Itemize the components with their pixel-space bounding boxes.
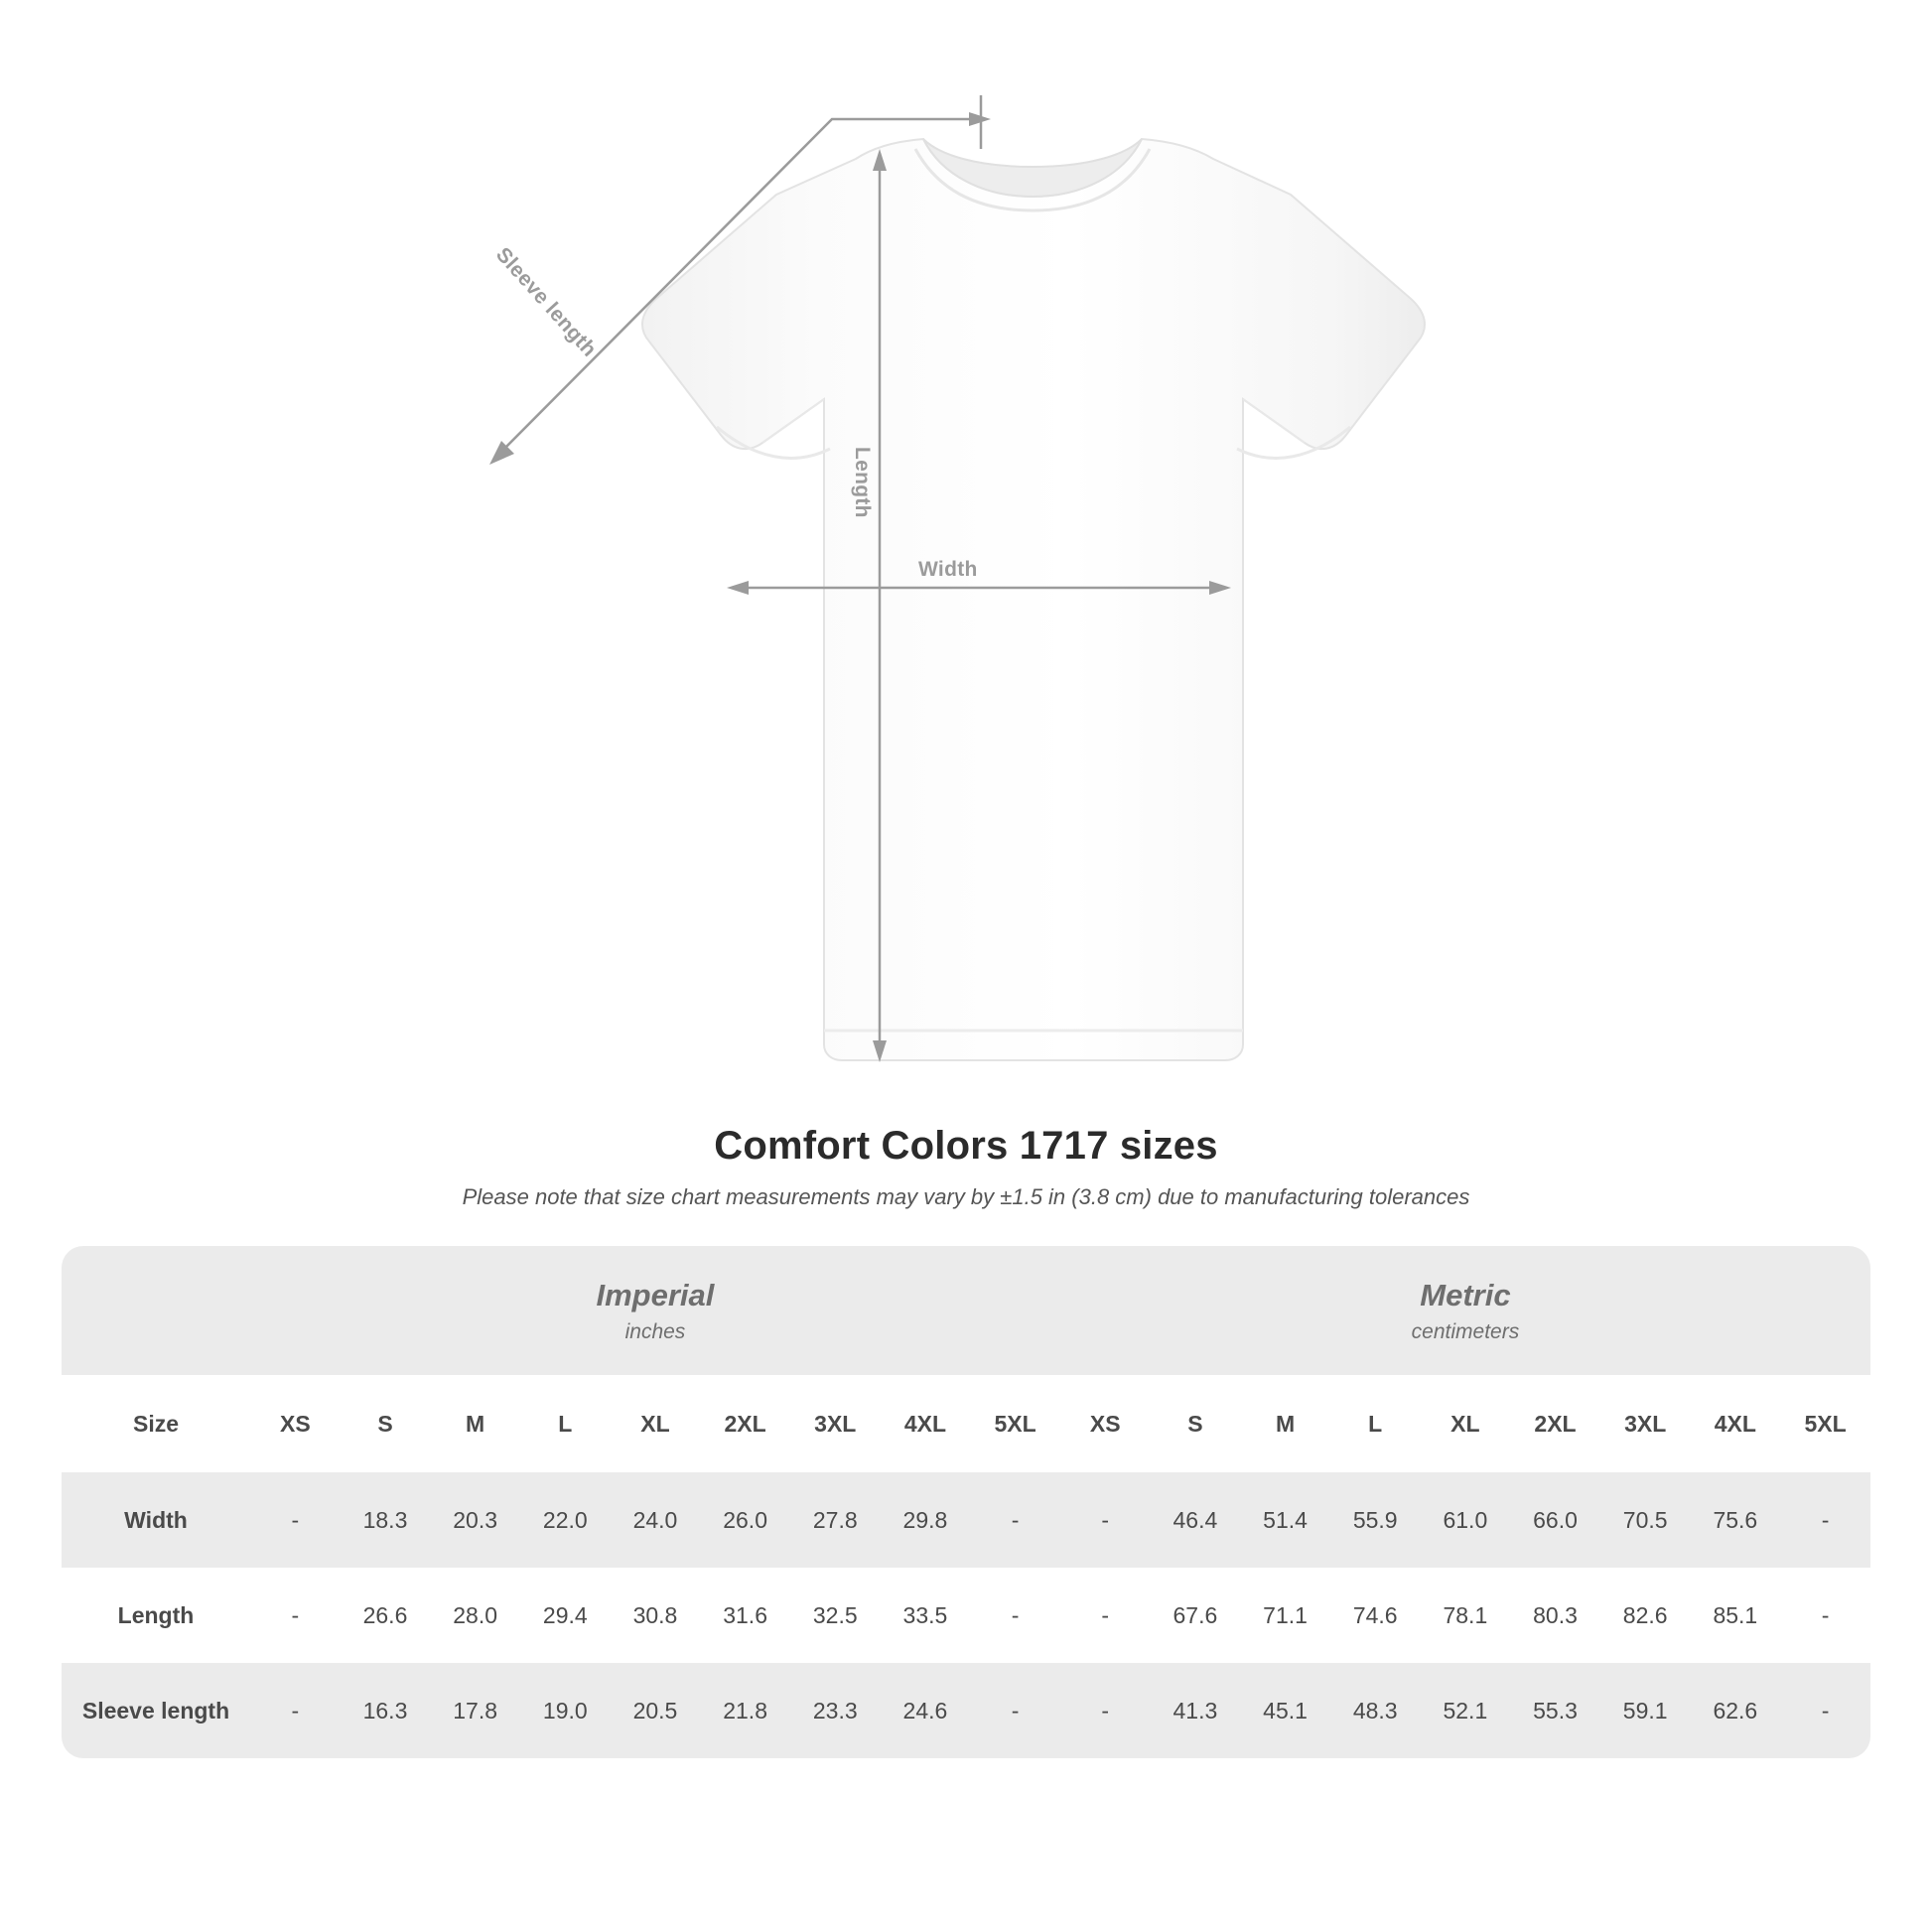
header-imperial-5xl: 5XL: [970, 1375, 1060, 1472]
cell-width-imperial-xl: 24.0: [611, 1472, 701, 1568]
unit-name-metric: Metric: [1420, 1277, 1511, 1312]
cell-length-imperial-5xl: -: [970, 1568, 1060, 1663]
cell-sleeve-imperial-l: 19.0: [520, 1663, 611, 1758]
cell-sleeve-imperial-m: 17.8: [430, 1663, 520, 1758]
header-metric-l: L: [1330, 1375, 1421, 1472]
cell-length-imperial-3xl: 32.5: [790, 1568, 881, 1663]
cell-length-metric-4xl: 85.1: [1691, 1568, 1781, 1663]
page-title: Comfort Colors 1717 sizes: [714, 1124, 1218, 1168]
cell-sleeve-metric-4xl: 62.6: [1691, 1663, 1781, 1758]
header-imperial-xs: XS: [250, 1375, 341, 1472]
cell-length-metric-l: 74.6: [1330, 1568, 1421, 1663]
cell-sleeve-metric-l: 48.3: [1330, 1663, 1421, 1758]
row-label-width: Width: [62, 1472, 250, 1568]
cell-width-imperial-2xl: 26.0: [700, 1472, 790, 1568]
width-arrow-left: [727, 581, 749, 595]
size-table: [62, 1246, 1870, 1758]
cell-length-imperial-m: 28.0: [430, 1568, 520, 1663]
cell-width-metric-2xl: 66.0: [1510, 1472, 1600, 1568]
cell-sleeve-metric-3xl: 59.1: [1600, 1663, 1691, 1758]
cell-length-imperial-l: 29.4: [520, 1568, 611, 1663]
cell-length-metric-m: 71.1: [1240, 1568, 1330, 1663]
title-block: [0, 1124, 1932, 1210]
header-imperial-2xl: 2XL: [700, 1375, 790, 1472]
size-header-row: [62, 1375, 1870, 1472]
unit-header-metric: [1060, 1246, 1870, 1375]
table-row: [62, 1663, 1870, 1758]
header-metric-m: M: [1240, 1375, 1330, 1472]
row-label-sleeve-length: Sleeve length: [62, 1663, 250, 1758]
header-metric-4xl: 4XL: [1691, 1375, 1781, 1472]
unit-header-imperial: [250, 1246, 1060, 1375]
unit-name-imperial: Imperial: [596, 1277, 715, 1312]
cell-width-metric-3xl: 70.5: [1600, 1472, 1691, 1568]
table-row: [62, 1472, 1870, 1568]
header-imperial-s: S: [341, 1375, 431, 1472]
cell-width-imperial-l: 22.0: [520, 1472, 611, 1568]
tolerance-note: Please note that size chart measurements may vary by ±1.5 in (3.8 cm) due to manufacturing tolerances: [462, 1184, 1470, 1209]
cell-length-imperial-2xl: 31.6: [700, 1568, 790, 1663]
cell-length-metric-xl: 78.1: [1421, 1568, 1511, 1663]
cell-sleeve-imperial-3xl: 23.3: [790, 1663, 881, 1758]
cell-length-imperial-xl: 30.8: [611, 1568, 701, 1663]
cell-width-metric-s: 46.4: [1151, 1472, 1241, 1568]
header-size: Size: [62, 1375, 250, 1472]
header-imperial-3xl: 3XL: [790, 1375, 881, 1472]
cell-length-metric-3xl: 82.6: [1600, 1568, 1691, 1663]
header-metric-5xl: 5XL: [1780, 1375, 1870, 1472]
cell-width-imperial-m: 20.3: [430, 1472, 520, 1568]
cell-width-imperial-s: 18.3: [341, 1472, 431, 1568]
cell-width-imperial-4xl: 29.8: [881, 1472, 971, 1568]
cell-length-metric-xs: -: [1060, 1568, 1151, 1663]
unit-sub-imperial: inches: [624, 1319, 686, 1343]
cell-length-metric-2xl: 80.3: [1510, 1568, 1600, 1663]
header-imperial-xl: XL: [611, 1375, 701, 1472]
cell-width-imperial-3xl: 27.8: [790, 1472, 881, 1568]
cell-length-imperial-xs: -: [250, 1568, 341, 1663]
cell-sleeve-imperial-2xl: 21.8: [700, 1663, 790, 1758]
size-table-wrapper: [62, 1246, 1870, 1758]
cell-width-metric-xs: -: [1060, 1472, 1151, 1568]
cell-length-imperial-4xl: 33.5: [881, 1568, 971, 1663]
row-label-length: Length: [62, 1568, 250, 1663]
cell-sleeve-metric-xl: 52.1: [1421, 1663, 1511, 1758]
cell-sleeve-metric-m: 45.1: [1240, 1663, 1330, 1758]
cell-width-metric-5xl: -: [1780, 1472, 1870, 1568]
cell-length-metric-s: 67.6: [1151, 1568, 1241, 1663]
cell-sleeve-metric-xs: -: [1060, 1663, 1151, 1758]
tshirt-body: [642, 139, 1425, 1060]
cell-sleeve-imperial-5xl: -: [970, 1663, 1060, 1758]
header-metric-3xl: 3XL: [1600, 1375, 1691, 1472]
unit-sub-metric: centimeters: [1411, 1319, 1520, 1343]
length-label: Length: [851, 447, 874, 518]
cell-sleeve-imperial-4xl: 24.6: [881, 1663, 971, 1758]
header-metric-s: S: [1151, 1375, 1241, 1472]
cell-width-imperial-5xl: -: [970, 1472, 1060, 1568]
cell-width-metric-4xl: 75.6: [1691, 1472, 1781, 1568]
table-row: [62, 1568, 1870, 1663]
header-imperial-4xl: 4XL: [881, 1375, 971, 1472]
sleeve-length-label: Sleeve length: [490, 243, 602, 361]
header-metric-xl: XL: [1421, 1375, 1511, 1472]
cell-width-metric-l: 55.9: [1330, 1472, 1421, 1568]
cell-width-metric-m: 51.4: [1240, 1472, 1330, 1568]
cell-sleeve-metric-s: 41.3: [1151, 1663, 1241, 1758]
header-metric-xs: XS: [1060, 1375, 1151, 1472]
cell-width-imperial-xs: -: [250, 1472, 341, 1568]
width-label: Width: [918, 558, 978, 581]
header-imperial-m: M: [430, 1375, 520, 1472]
cell-sleeve-imperial-s: 16.3: [341, 1663, 431, 1758]
cell-length-imperial-s: 26.6: [341, 1568, 431, 1663]
cell-sleeve-imperial-xs: -: [250, 1663, 341, 1758]
cell-length-metric-5xl: -: [1780, 1568, 1870, 1663]
unit-header-row: [62, 1246, 1870, 1375]
cell-sleeve-metric-5xl: -: [1780, 1663, 1870, 1758]
unit-header-spacer: [62, 1246, 250, 1375]
cell-sleeve-imperial-xl: 20.5: [611, 1663, 701, 1758]
cell-width-metric-xl: 61.0: [1421, 1472, 1511, 1568]
sleeve-arrow-bottom: [489, 441, 514, 465]
header-imperial-l: L: [520, 1375, 611, 1472]
header-metric-2xl: 2XL: [1510, 1375, 1600, 1472]
cell-sleeve-metric-2xl: 55.3: [1510, 1663, 1600, 1758]
